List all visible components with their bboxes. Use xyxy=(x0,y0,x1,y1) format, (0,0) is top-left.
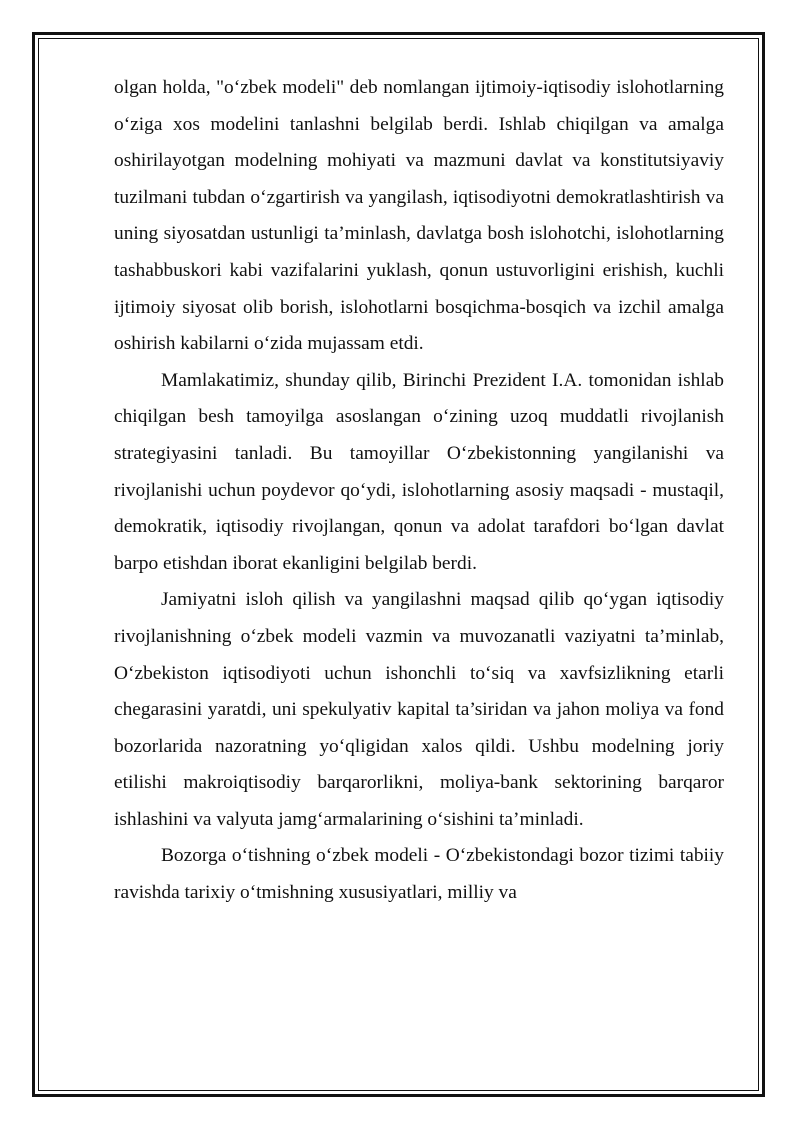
paragraph-3: Jamiyatni isloh qilish va yangilashni maqsad qilib qo‘ygan iqtisodiy rivojlanishning o‘zbek modeli vazmin va muvozanatli vaziyatni ta’minlab, O‘zbekiston iqtisodiyoti uchun ishonchli to‘siq va xavfsizlikning etarli chegarasini yaratdi, uni spekulyativ kapital ta’siridan va jahon moliya va fond bozorlarida nazoratning yo‘qligidan xalos qildi. Ushbu modelning joriy etilishi makroiqtisodiy barqarorlikni, moliya-bank sektorining barqaror ishlashini va valyuta jamg‘armalarining o‘sishini ta’minladi. xyxy=(114,589,724,830)
document-body xyxy=(114,70,724,912)
paragraph-1: olgan holda, "o‘zbek modeli" deb nomlangan ijtimoiy-iqtisodiy islohotlarning o‘ziga xos modelini tanlashni belgilab berdi. Ishlab chiqilgan va amalga oshirilayotgan modelning mohiyati va mazmuni davlat va konstitutsiyaviy tuzilmani tubdan o‘zgartirish va yangilash, iqtisodiyotni demokratlashtirish va uning siyosatdan ustunligi ta’minlash, davlatga bosh islohotchi, islohotlarning tashabbuskori kabi vazifalarini yuklash, qonun ustuvorligini erishish, kuchli ijtimoiy siyosat olib borish, islohotlarni bosqichma-bosqich va izchil amalga oshirish kabilarni o‘zida mujassam etdi. xyxy=(114,77,724,355)
paragraph-2: Mamlakatimiz, shunday qilib, Birinchi Prezident I.A. tomonidan ishlab chiqilgan besh tamoyilga asoslangan o‘zining uzoq muddatli rivojlanish strategiyasini tanladi. Bu tamoyillar O‘zbekistonning yangilanishi va rivojlanishi uchun poydevor qo‘ydi, islohotlarning asosiy maqsadi - mustaqil, demokratik, iqtisodiy rivojlangan, qonun va adolat tarafdori bo‘lgan davlat barpo etishdan iborat ekanligini belgilab berdi. xyxy=(114,369,724,574)
paragraph-4: Bozorga o‘tishning o‘zbek modeli - O‘zbekistondagi bozor tizimi tabiiy ravishda tarixiy o‘tmishning xususiyatlari, milliy va xyxy=(114,845,724,904)
